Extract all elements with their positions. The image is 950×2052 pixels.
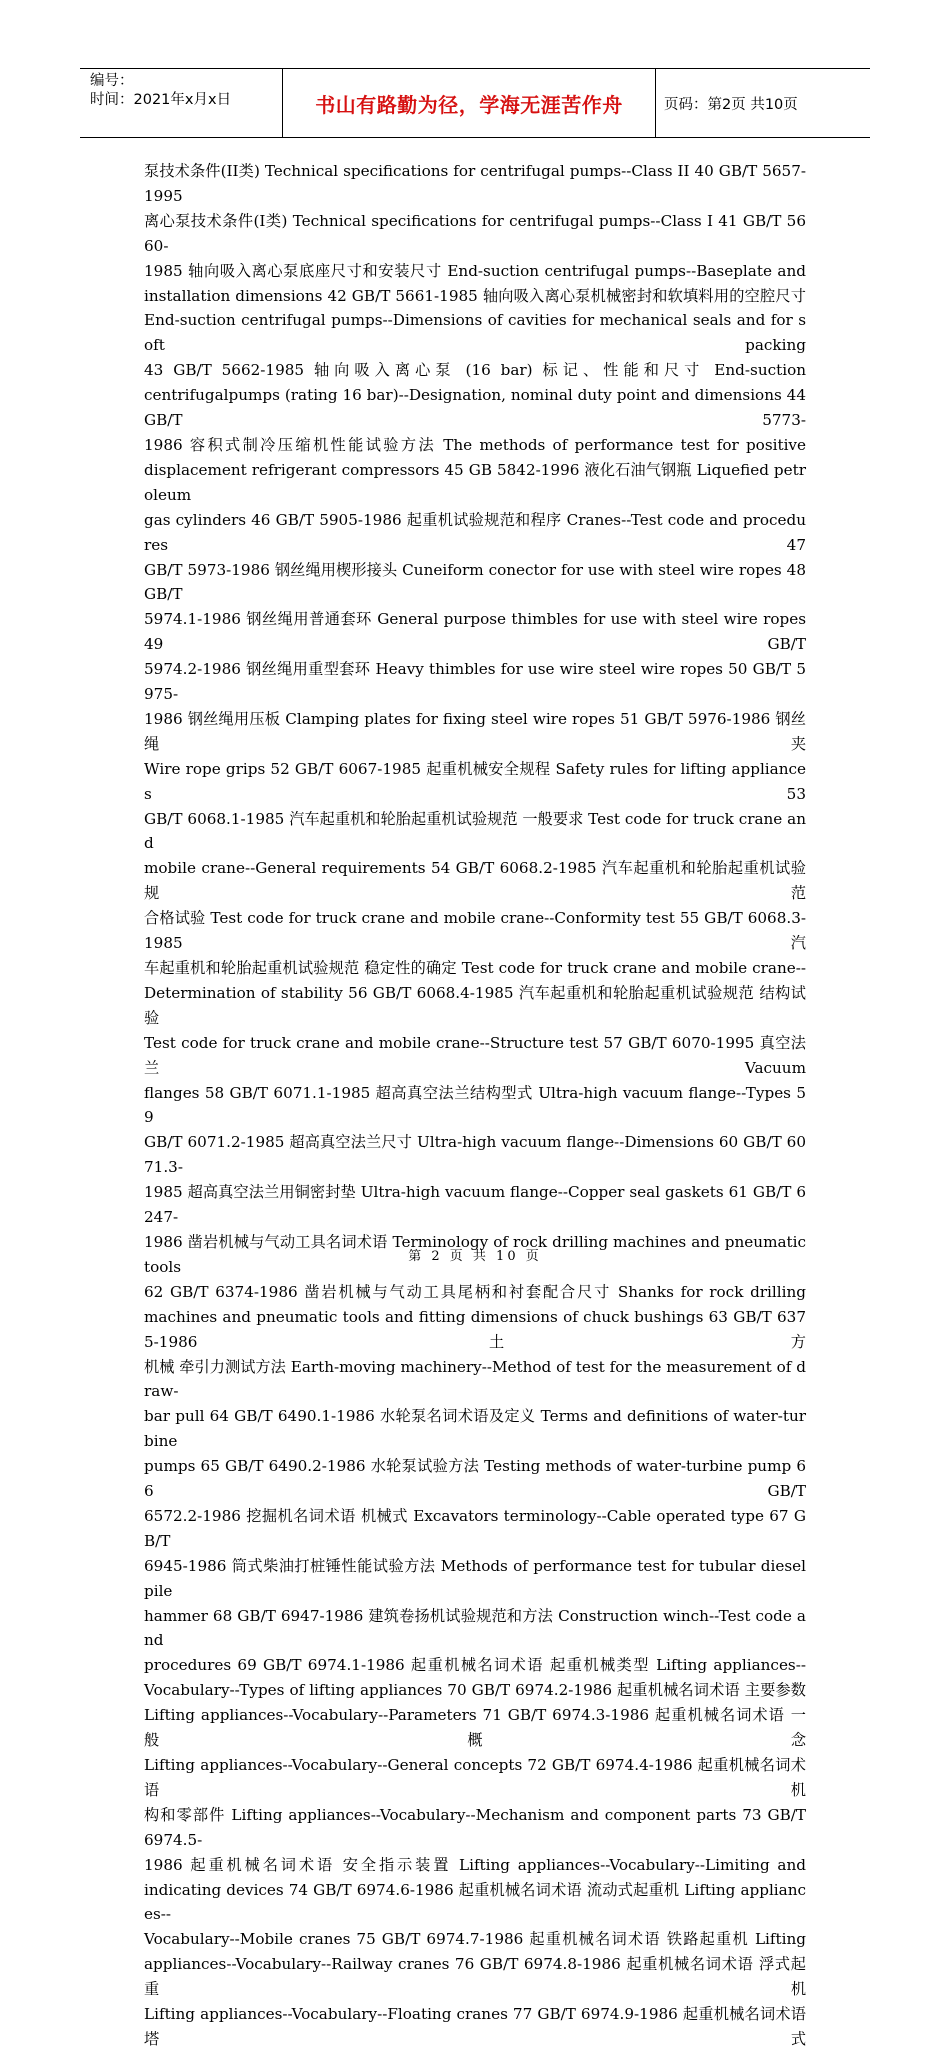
body-line: GB/T 6068.1-1985 汽车起重机和轮胎起重机试验规范 一般要求 Test code for truck crane and xyxy=(144,809,806,853)
body-line: indicating devices 74 GB/T 6974.6-1986 起重机械名词术语 流动式起重机 Lifting appliances-- xyxy=(144,1880,806,1924)
header-motto: 书山有路勤为径，学海无涯苦作舟 xyxy=(283,69,656,137)
body-line: procedures 69 GB/T 6974.1-1986 起重机械名词术语 起重机械类型 Lifting appliances-- xyxy=(144,1656,806,1675)
body-line: flanges 58 GB/T 6071.1-1985 超高真空法兰结构型式 Ultra-high vacuum flange--Types 59 xyxy=(144,1083,806,1127)
body-line: 机械 牵引力测试方法 Earth-moving machinery--Method of test for the measurement of draw- xyxy=(144,1357,806,1401)
body-line: mobile crane--General requirements 54 GB/T 6068.2-1985 汽车起重机和轮胎起重机试验规范 xyxy=(144,859,806,903)
body-line: 6572.2-1986 挖掘机名词术语 机械式 Excavators terminology--Cable operated type 67 GB/T xyxy=(144,1506,806,1550)
header-meta xyxy=(80,69,283,137)
page-footer: 第 2 页 共 10 页 xyxy=(408,1249,542,1264)
body-line: Vocabulary--Mobile cranes 75 GB/T 6974.7-1986 起重机械名词术语 铁路起重机 Lifting xyxy=(144,1930,806,1949)
body-line: 1986 容积式制冷压缩机性能试验方法 The methods of performance test for positive xyxy=(144,435,806,454)
body-line: 离心泵技术条件(I类) Technical specifications for centrifugal pumps--Class I 41 GB/T 5660- xyxy=(144,211,806,255)
body-line: GB/T 5973-1986 钢丝绳用楔形接头 Cuneiform conector for use with steel wire ropes 48 GB/T xyxy=(144,560,806,604)
body-line: 1985 超高真空法兰用铜密封垫 Ultra-high vacuum flange--Copper seal gaskets 61 GB/T 6247- xyxy=(144,1183,806,1227)
body-line: 1985 轴向吸入离心泵底座尺寸和安装尺寸 End-suction centrifugal pumps--Baseplate and xyxy=(144,261,806,280)
page-header xyxy=(80,68,870,138)
body-line: bar pull 64 GB/T 6490.1-1986 水轮泵名词术语及定义 Terms and definitions of water-turbine xyxy=(144,1407,806,1451)
body-line: appliances--Vocabulary--Railway cranes 76 GB/T 6974.8-1986 起重机械名词术语 浮式起重机 xyxy=(144,1955,806,1999)
body-line: gas cylinders 46 GB/T 5905-1986 起重机试验规范和程序 Cranes--Test code and procedures 47 xyxy=(144,510,806,554)
body-line: displacement refrigerant compressors 45 GB 5842-1996 液化石油气钢瓶 Liquefied petroleum xyxy=(144,460,806,504)
body-line: 5974.1-1986 钢丝绳用普通套环 General purpose thimbles for use with steel wire ropes 49 GB/T xyxy=(144,610,806,654)
body-line: 1986 钢丝绳用压板 Clamping plates for fixing steel wire ropes 51 GB/T 5976-1986 钢丝绳夹 xyxy=(144,709,806,753)
body-line: 泵技术条件(II类) Technical specifications for centrifugal pumps--Class II 40 GB/T 5657-1995 xyxy=(144,162,806,205)
body-line: machines and pneumatic tools and fitting dimensions of chuck bushings 63 GB/T 6375-1986 土方 xyxy=(144,1307,806,1351)
body-line: 车起重机和轮胎起重机试验规范 稳定性的确定 Test code for truck crane and mobile crane-- xyxy=(144,959,806,977)
body-line: 1986 凿岩机械与气动工具名词术语 Terminology of rock drilling machines and pneumatic tools xyxy=(144,1232,806,1276)
body-line: 1986 起重机械名词术语 安全指示装置 Lifting appliances--Vocabulary--Limiting and xyxy=(144,1855,806,1874)
body-line: pumps 65 GB/T 6490.2-1986 水轮泵试验方法 Testing methods of water-turbine pump 66 GB/T xyxy=(144,1457,806,1501)
body-line: 5974.2-1986 钢丝绳用重型套环 Heavy thimbles for use wire steel wire ropes 50 GB/T 5975- xyxy=(144,660,806,704)
body-line: Lifting appliances--Vocabulary--Parameters 71 GB/T 6974.3-1986 起重机械名词术语 一般概念 xyxy=(144,1706,806,1750)
body-line: 6945-1986 筒式柴油打桩锤性能试验方法 Methods of performance test for tubular diesel pile xyxy=(144,1556,806,1600)
body-line: Wire rope grips 52 GB/T 6067-1985 起重机械安全规程 Safety rules for lifting appliances 53 xyxy=(144,759,806,803)
body-line: GB/T 6071.2-1985 超高真空法兰尺寸 Ultra-high vacuum flange--Dimensions 60 GB/T 6071.3- xyxy=(144,1133,806,1177)
header-page-info: 页码：第2页 共10页 xyxy=(664,96,798,113)
body-line: 43 GB/T 5662-1985 轴向吸入离心泵 (16 bar) 标记、性能和尺寸 End-suction xyxy=(144,361,806,380)
body-line: Lifting appliances--Vocabulary--General concepts 72 GB/T 6974.4-1986 起重机械名词术语 机 xyxy=(144,1756,806,1799)
body-line: Test code for truck crane and mobile crane--Structure test 57 GB/T 6070-1995 真空法兰 Vacuum xyxy=(144,1033,806,1077)
body-line: installation dimensions 42 GB/T 5661-1985 轴向吸入离心泵机械密封和软填料用的空腔尺寸 xyxy=(144,286,806,305)
body-line: 构和零部件 Lifting appliances--Vocabulary--Mechanism and component parts 73 GB/T 6974.5- xyxy=(144,1805,806,1849)
body-line: 62 GB/T 6374-1986 凿岩机械与气动工具尾柄和衬套配合尺寸 Shanks for rock drilling xyxy=(144,1282,806,1301)
body-line: Vocabulary--Types of lifting appliances 70 GB/T 6974.2-1986 起重机械名词术语 主要参数 xyxy=(144,1681,806,1700)
body-line: centrifugalpumps (rating 16 bar)--Designation, nominal duty point and dimensions 44 GB/T 5773- xyxy=(144,386,806,430)
document-body xyxy=(144,159,806,2052)
document-number-label: 编号： xyxy=(90,73,134,89)
body-line: End-suction centrifugal pumps--Dimensions of cavities for mechanical seals and for soft packing xyxy=(144,311,806,355)
body-line: 合格试验 Test code for truck crane and mobile crane--Conformity test 55 GB/T 6068.3-1985 汽 xyxy=(144,909,806,953)
body-line: Determination of stability 56 GB/T 6068.4-1985 汽车起重机和轮胎起重机试验规范 结构试验 xyxy=(144,983,806,1027)
body-line: Lifting appliances--Vocabulary--Floating cranes 77 GB/T 6974.9-1986 起重机械名词术语 塔式 xyxy=(144,2005,806,2048)
document-date: 时间：2021年x月x日 xyxy=(90,92,232,108)
body-line: hammer 68 GB/T 6947-1986 建筑卷扬机试验规范和方法 Construction winch--Test code and xyxy=(144,1606,806,1650)
